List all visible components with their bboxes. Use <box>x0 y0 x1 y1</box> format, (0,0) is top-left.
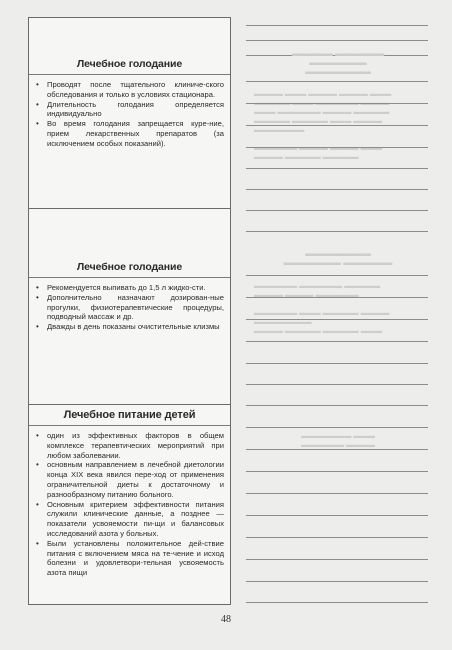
note-line <box>246 319 428 320</box>
note-line <box>246 427 428 428</box>
note-line <box>246 384 428 385</box>
list-item: • Проводят после тщательного клиниче-ского обследования и только в условиях стационара. <box>36 80 224 100</box>
note-line <box>246 40 428 41</box>
note-line <box>246 341 428 342</box>
slide-title: Лечебное питание детей <box>63 409 196 421</box>
title-divider <box>29 425 230 426</box>
slides-column <box>28 17 231 605</box>
show-through-text: ▬▬▬▬▬▬▬ ▬▬▬ ▬▬▬▬▬▬ ▬▬▬▬ <box>301 431 375 449</box>
slide-2 <box>29 208 230 405</box>
list-item: • Длительность голодания определяется индивидуально <box>36 100 224 120</box>
list-item: • Рекомендуется выпивать до 1,5 л жидко-сти. <box>36 283 224 293</box>
note-line <box>246 25 428 26</box>
note-line <box>246 405 428 406</box>
note-line <box>246 147 428 148</box>
list-item: • Во время голодания запрещается куре-ние, прием лекарственных препаратов (за исключением особых показаний). <box>36 119 224 148</box>
note-line <box>246 581 428 582</box>
note-line <box>246 231 428 232</box>
note-line <box>246 297 428 298</box>
list-item: • Основным критерием эффективности питания служили клинические данные, а позднее — показатели усвояемости пи-щи и балансовых исследований азота у больных. <box>36 500 224 539</box>
title-divider <box>29 277 230 278</box>
note-line <box>246 275 428 276</box>
show-through-text: ▬▬▬▬▬▬ ▬▬▬▬▬▬ ▬▬▬▬▬ ▬▬▬▬ ▬▬▬▬ ▬▬▬▬▬▬ ▬▬▬▬▬▬ ▬▬▬ ▬▬▬▬▬ ▬▬▬▬ ▬▬▬▬▬▬▬▬ ▬▬▬▬ ▬▬▬▬▬ ▬▬▬▬▬ ▬▬▬ <box>254 281 390 335</box>
note-line <box>246 471 428 472</box>
bullet-list <box>29 431 230 578</box>
list-item: • основным направлением в лечебной диетологии конца XIX века явился пере-ход от применения ограничительной диеты к достаточному и разнообразному питанию больного. <box>36 460 224 499</box>
bullet-list <box>29 80 230 149</box>
notes-column <box>236 17 430 605</box>
slide-title: Лечебное голодание <box>76 58 183 70</box>
note-line <box>246 125 428 126</box>
note-line <box>246 363 428 364</box>
list-item: • Дважды в день показаны очистительные клизмы <box>36 322 224 332</box>
list-item: • один из эффективных факторов в общем комплексе терапевтических мероприятий при любом заболевании. <box>36 431 224 460</box>
note-line <box>246 210 428 211</box>
page-number: 48 <box>221 614 231 625</box>
note-line <box>246 493 428 494</box>
note-line <box>246 81 428 82</box>
note-line <box>246 515 428 516</box>
slide-title: Лечебное голодание <box>76 261 183 273</box>
note-line <box>246 537 428 538</box>
note-line <box>246 559 428 560</box>
note-line <box>246 168 428 169</box>
note-line <box>246 103 428 104</box>
slide-1 <box>29 18 230 208</box>
slide-3 <box>29 404 230 607</box>
list-item: • Дополнительно назначают дозирован-ные прогулки, физиотерапевтические процедуры, подводный массаж и др. <box>36 293 224 322</box>
show-through-text: ▬▬▬▬ ▬▬▬ ▬▬▬▬ ▬▬▬▬ ▬▬▬ ▬▬▬▬▬ ▬▬▬ ▬▬▬▬▬▬ ▬▬▬▬ ▬▬▬ ▬▬▬▬▬▬ ▬▬▬▬ ▬▬▬▬▬ ▬▬▬▬▬ ▬▬▬▬▬ ▬▬▬ ▬▬▬▬ ▬▬▬▬▬▬▬ ▬▬▬▬▬▬ ▬▬▬▬ ▬▬▬▬ ▬▬▬ ▬▬▬▬ ▬▬▬▬▬ ▬▬▬▬▬ <box>254 89 392 161</box>
title-divider <box>29 74 230 75</box>
note-line <box>246 449 428 450</box>
show-through-text: ▬▬▬▬▬ ▬▬▬▬▬▬ ▬▬▬▬▬▬▬ ▬▬▬▬▬▬▬▬ <box>291 49 385 76</box>
note-line <box>246 602 428 603</box>
show-through-text: ▬▬▬▬▬▬▬▬ ▬▬▬▬▬▬▬ ▬▬▬▬▬▬ <box>283 249 393 267</box>
bullet-list <box>29 283 230 332</box>
list-item: • Были установлены положительное дей-ствие питания с включением мяса на те-чение и исход болезни и удовлетвори-тельная усвояемость азота пищи <box>36 539 224 578</box>
note-line <box>246 189 428 190</box>
